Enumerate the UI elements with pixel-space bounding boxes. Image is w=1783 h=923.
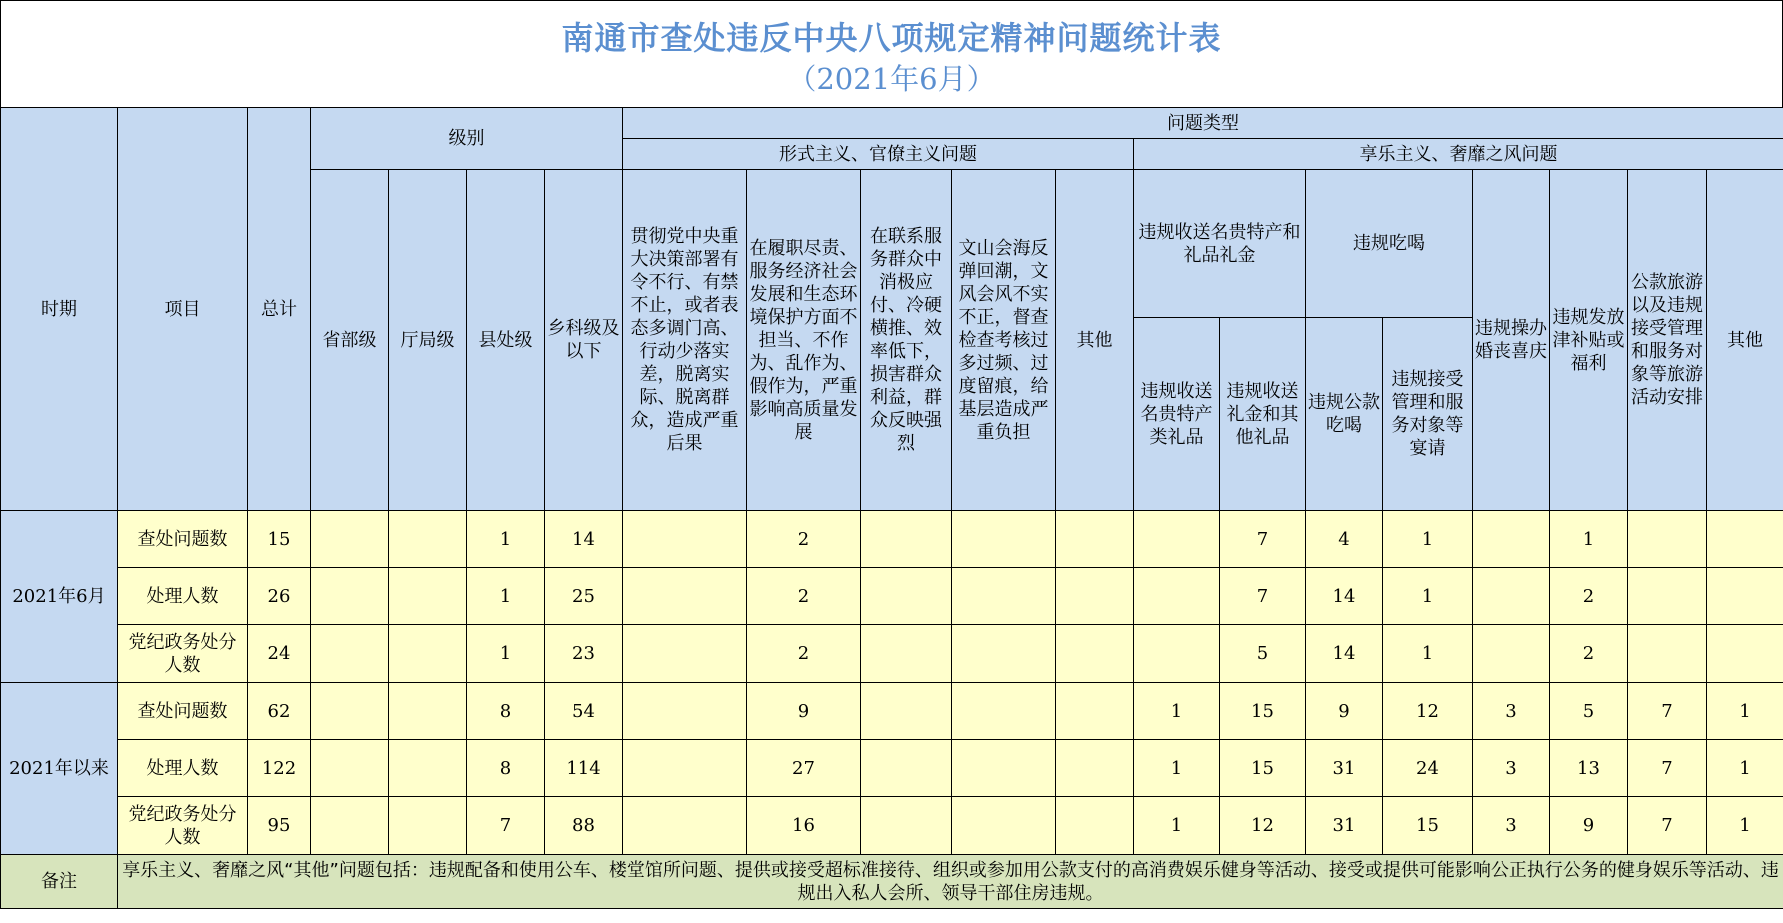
level-cell (311, 797, 389, 855)
level-cell (389, 683, 467, 740)
total-header: 总计 (248, 108, 311, 511)
eat-col-header: 违规公款吃喝 (1306, 318, 1383, 511)
hedonism-cell: 12 (1220, 797, 1306, 855)
hedonism-cell: 1 (1383, 568, 1473, 625)
hedonism-header: 享乐主义、奢靡之风问题 (1134, 139, 1783, 170)
hedonism-cell (1473, 511, 1550, 568)
level-cell: 88 (545, 797, 623, 855)
formalism-cell (623, 511, 747, 568)
formalism-cell (1056, 568, 1134, 625)
hedonism-cell (1473, 568, 1550, 625)
gift-col-header: 违规收送名贵特产类礼品 (1134, 318, 1220, 511)
hedonism-col-header: 其他 (1707, 170, 1783, 511)
table-row (1, 683, 1783, 740)
data-body (1, 511, 1783, 855)
formalism-cell: 16 (747, 797, 861, 855)
formalism-cell (952, 683, 1056, 740)
period-label: 2021年6月 (1, 511, 118, 683)
level-header: 级别 (311, 108, 623, 170)
level-cell: 114 (545, 740, 623, 797)
hedonism-cell: 15 (1383, 797, 1473, 855)
formalism-cell (861, 740, 952, 797)
level-cell (311, 625, 389, 683)
hedonism-cell (1134, 625, 1220, 683)
hedonism-cell: 9 (1306, 683, 1383, 740)
formalism-cell (952, 568, 1056, 625)
formalism-cell (1056, 797, 1134, 855)
hedonism-cell: 4 (1306, 511, 1383, 568)
level-cell: 1 (467, 568, 545, 625)
formalism-col-header: 其他 (1056, 170, 1134, 511)
formalism-cell (623, 568, 747, 625)
formalism-cell (861, 797, 952, 855)
level-cell (389, 568, 467, 625)
hedonism-cell: 31 (1306, 740, 1383, 797)
eat-group-header: 违规吃喝 (1306, 170, 1473, 318)
formalism-cell: 9 (747, 683, 861, 740)
formalism-cell: 2 (747, 511, 861, 568)
level-col-header: 县处级 (467, 170, 545, 511)
problem-type-header: 问题类型 (623, 108, 1783, 139)
hedonism-cell (1628, 511, 1707, 568)
hedonism-cell: 13 (1550, 740, 1628, 797)
formalism-cell (952, 797, 1056, 855)
table-title: 南通市查处违反中央八项规定精神问题统计表 (561, 19, 1222, 57)
formalism-cell (952, 740, 1056, 797)
gift-col-header: 违规收送礼金和其他礼品 (1220, 318, 1306, 511)
level-col-header: 乡科级及以下 (545, 170, 623, 511)
level-cell (311, 683, 389, 740)
level-cell: 8 (467, 740, 545, 797)
hedonism-cell: 14 (1306, 625, 1383, 683)
table-row (1, 511, 1783, 568)
table-row (1, 797, 1783, 855)
formalism-cell (861, 568, 952, 625)
level-cell: 1 (467, 625, 545, 683)
table-row (1, 568, 1783, 625)
hedonism-col-header: 违规发放津补贴或福利 (1550, 170, 1628, 511)
hedonism-cell: 7 (1220, 511, 1306, 568)
formalism-cell (623, 797, 747, 855)
formalism-cell (623, 625, 747, 683)
hedonism-cell: 7 (1628, 740, 1707, 797)
hedonism-cell: 1 (1134, 740, 1220, 797)
period-label: 2021年以来 (1, 683, 118, 855)
hedonism-cell (1628, 568, 1707, 625)
hedonism-cell: 1 (1707, 797, 1783, 855)
hedonism-cell (1707, 511, 1783, 568)
hedonism-cell: 7 (1220, 568, 1306, 625)
total-cell: 95 (248, 797, 311, 855)
formalism-cell (952, 511, 1056, 568)
formalism-cell (861, 511, 952, 568)
hedonism-cell: 2 (1550, 625, 1628, 683)
hedonism-cell (1707, 625, 1783, 683)
hedonism-cell: 1 (1134, 797, 1220, 855)
row-item-label: 处理人数 (118, 740, 248, 797)
table-subtitle: （2021年6月） (787, 62, 996, 96)
row-item-label: 处理人数 (118, 568, 248, 625)
hedonism-cell: 9 (1550, 797, 1628, 855)
total-cell: 24 (248, 625, 311, 683)
gift-group-header: 违规收送名贵特产和礼品礼金 (1134, 170, 1306, 318)
level-cell: 1 (467, 511, 545, 568)
formalism-cell (952, 625, 1056, 683)
hedonism-cell (1707, 568, 1783, 625)
row-item-label: 党纪政务处分人数 (118, 797, 248, 855)
formalism-header: 形式主义、官僚主义问题 (623, 139, 1134, 170)
eat-col-header: 违规接受管理和服务对象等宴请 (1383, 318, 1473, 511)
hedonism-cell: 5 (1220, 625, 1306, 683)
formalism-col-header: 在联系服务群众中消极应付、冷硬横推、效率低下，损害群众利益，群众反映强烈 (861, 170, 952, 511)
formalism-col-header: 贯彻党中央重大决策部署有令不行、有禁不止，或者表态多调门高、行动少落实差，脱离实际、脱离群众，造成严重后果 (623, 170, 747, 511)
formalism-cell (623, 683, 747, 740)
hedonism-cell: 7 (1628, 683, 1707, 740)
formalism-cell (1056, 511, 1134, 568)
level-cell: 7 (467, 797, 545, 855)
formalism-cell (861, 625, 952, 683)
hedonism-cell: 1 (1383, 511, 1473, 568)
row-item-label: 党纪政务处分人数 (118, 625, 248, 683)
hedonism-cell: 1 (1134, 683, 1220, 740)
formalism-cell (1056, 683, 1134, 740)
level-cell (311, 511, 389, 568)
hedonism-cell: 15 (1220, 683, 1306, 740)
level-cell (389, 511, 467, 568)
hedonism-cell: 12 (1383, 683, 1473, 740)
hedonism-cell: 1 (1707, 740, 1783, 797)
note-label: 备注 (1, 855, 118, 909)
level-cell (311, 568, 389, 625)
level-cell (389, 625, 467, 683)
level-cell: 25 (545, 568, 623, 625)
level-cell: 14 (545, 511, 623, 568)
note-text: 享乐主义、奢靡之风“其他”问题包括：违规配备和使用公车、楼堂馆所问题、提供或接受超标准接待、组织或参加用公款支付的高消费娱乐健身等活动、接受或提供可能影响公正执行公务的健身娱乐等活动、违规出入私人会所、领导干部住房违规。 (118, 855, 1783, 909)
hedonism-cell: 1 (1383, 625, 1473, 683)
total-cell: 62 (248, 683, 311, 740)
hedonism-cell: 14 (1306, 568, 1383, 625)
formalism-cell: 2 (747, 625, 861, 683)
hedonism-cell: 24 (1383, 740, 1473, 797)
hedonism-cell: 3 (1473, 683, 1550, 740)
hedonism-cell: 15 (1220, 740, 1306, 797)
level-col-header: 厅局级 (389, 170, 467, 511)
hedonism-cell: 7 (1628, 797, 1707, 855)
hedonism-cell: 5 (1550, 683, 1628, 740)
title-box (0, 0, 1783, 109)
formalism-cell (623, 740, 747, 797)
hedonism-cell (1628, 625, 1707, 683)
stats-table (0, 107, 1783, 909)
hedonism-cell: 3 (1473, 797, 1550, 855)
hedonism-cell: 1 (1550, 511, 1628, 568)
row-item-label: 查处问题数 (118, 511, 248, 568)
hedonism-cell: 3 (1473, 740, 1550, 797)
formalism-cell (1056, 625, 1134, 683)
level-col-header: 省部级 (311, 170, 389, 511)
level-cell (389, 797, 467, 855)
period-header: 时期 (1, 108, 118, 511)
formalism-col-header: 文山会海反弹回潮，文风会风不实不正，督查检查考核过多过频、过度留痕，给基层造成严重负担 (952, 170, 1056, 511)
level-cell: 23 (545, 625, 623, 683)
level-cell (311, 740, 389, 797)
hedonism-cell: 2 (1550, 568, 1628, 625)
hedonism-col-header: 公款旅游以及违规接受管理和服务对象等旅游活动安排 (1628, 170, 1707, 511)
item-header: 项目 (118, 108, 248, 511)
total-cell: 26 (248, 568, 311, 625)
level-cell: 54 (545, 683, 623, 740)
row-item-label: 查处问题数 (118, 683, 248, 740)
hedonism-cell: 31 (1306, 797, 1383, 855)
hedonism-cell: 1 (1707, 683, 1783, 740)
total-cell: 122 (248, 740, 311, 797)
hedonism-cell (1134, 511, 1220, 568)
formalism-cell: 2 (747, 568, 861, 625)
formalism-col-header: 在履职尽责、服务经济社会发展和生态环境保护方面不担当、不作为、乱作为、假作为，严重影响高质量发展 (747, 170, 861, 511)
formalism-cell: 27 (747, 740, 861, 797)
level-cell: 8 (467, 683, 545, 740)
hedonism-cell (1134, 568, 1220, 625)
formalism-cell (1056, 740, 1134, 797)
table-row (1, 625, 1783, 683)
total-cell: 15 (248, 511, 311, 568)
hedonism-cell (1473, 625, 1550, 683)
formalism-cell (861, 683, 952, 740)
table-row (1, 740, 1783, 797)
level-cell (389, 740, 467, 797)
hedonism-col-header: 违规操办婚丧喜庆 (1473, 170, 1550, 511)
